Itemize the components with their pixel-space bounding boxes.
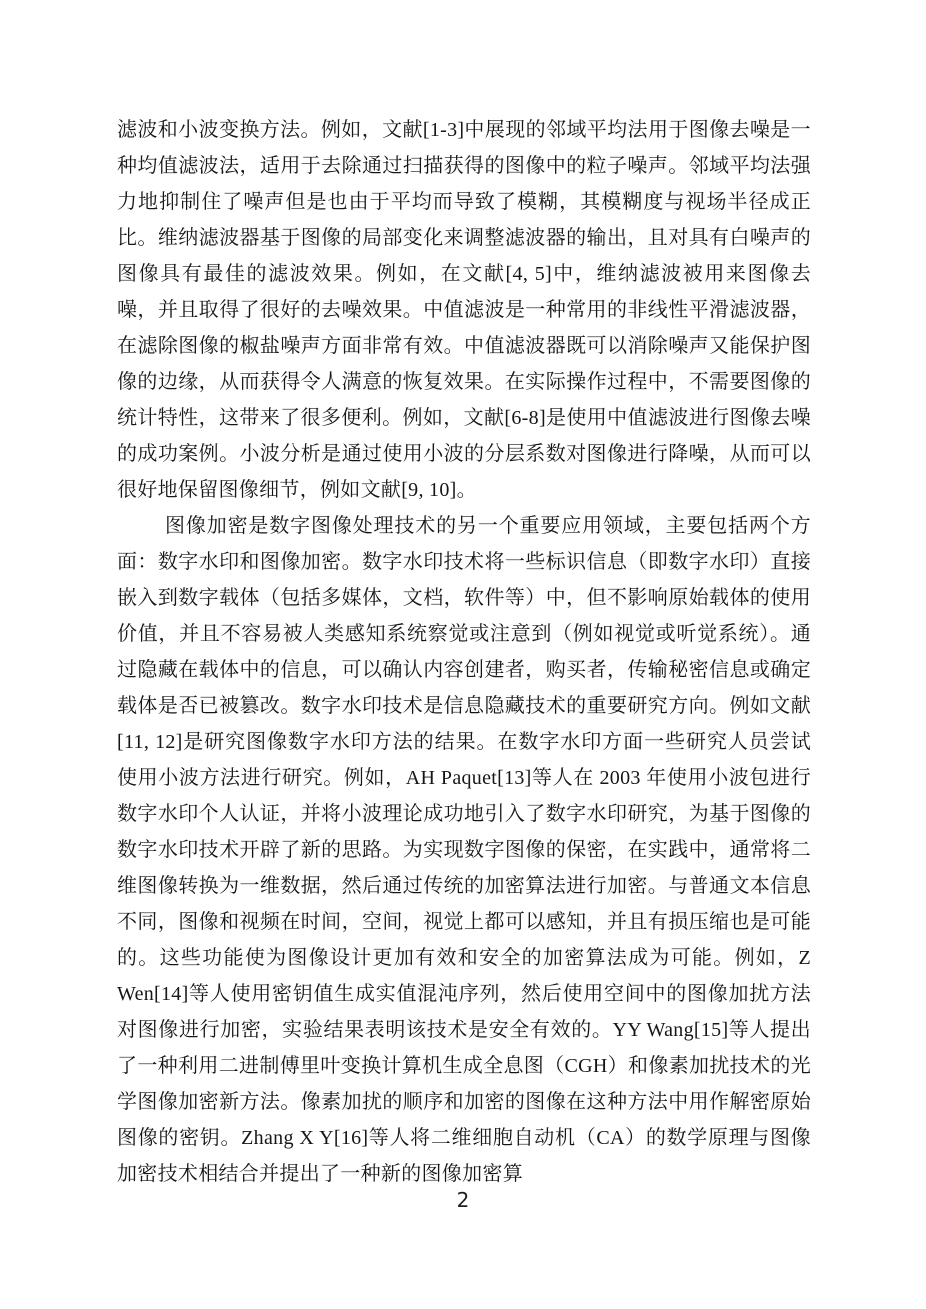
page-footer: [0, 1188, 926, 1212]
paragraph-image-encryption: 图像加密是数字图像处理技术的另一个重要应用领域，主要包括两个方面：数字水印和图像加密。数字水印技术将一些标识信息（即数字水印）直接嵌入到数字载体（包括多媒体，文档，软件等）中，但不影响原始载体的使用价值，并且不容易被人类感知系统察觉或注意到（例如视觉或听觉系统）。通过隐藏在载体中的信息，可以确认内容创建者，购买者，传输秘密信息或确定载体是否已被篡改。数字水印技术是信息隐藏技术的重要研究方向。例如文献[11, 12]是研究图像数字水印方法的结果。在数字水印方面一些研究人员尝试使用小波方法进行研究。例如，AH Paquet[13]等人在 2003 年使用小波包进行数字水印个人认证，并将小波理论成功地引入了数字水印研究，为基于图像的数字水印技术开辟了新的思路。为实现数字图像的保密，在实践中，通常将二维图像转换为一维数据，然后通过传统的加密算法进行加密。与普通文本信息不同，图像和视频在时间，空间，视觉上都可以感知，并且有损压缩也是可能的。这些功能使为图像设计更加有效和安全的加密算法成为可能。例如，Z Wen[14]等人使用密钥值生成实值混沌序列，然后使用空间中的图像加扰方法对图像进行加密，实验结果表明该技术是安全有效的。YY Wang[15]等人提出了一种利用二进制傅里叶变换计算机生成全息图（CGH）和像素加扰技术的光学图像加密新方法。像素加扰的顺序和加密的图像在这种方法中用作解密原始图像的密钥。Zhang X Y[16]等人将二维细胞自动机（CA）的数学原理与图像加密技术相结合并提出了一种新的图像加密算: [117, 515, 811, 1185]
paragraph-denoising-methods: 滤波和小波变换方法。例如，文献[1-3]中展现的邻域平均法用于图像去噪是一种均值滤波法，适用于去除通过扫描获得的图像中的粒子噪声。邻域平均法强力地抑制住了噪声但是也由于平均而导致了模糊，其模糊度与视场半径成正比。维纳滤波器基于图像的局部变化来调整滤波器的输出，且对具有白噪声的图像具有最佳的滤波效果。例如，在文献[4, 5]中，维纳滤波被用来图像去噪，并且取得了很好的去噪效果。中值滤波是一种常用的非线性平滑滤波器，在滤除图像的椒盐噪声方面非常有效。中值滤波器既可以消除噪声又能保护图像的边缘，从而获得令人满意的恢复效果。在实际操作过程中，不需要图像的统计特性，这带来了很多便利。例如，文献[6-8]是使用中值滤波进行图像去噪的成功案例。小波分析是通过使用小波的分层系数对图像进行降噪，从而可以很好地保留图像细节，例如文献[9, 10]。: [117, 119, 811, 501]
document-body: [117, 112, 811, 1192]
page-number: 2: [456, 1188, 470, 1212]
